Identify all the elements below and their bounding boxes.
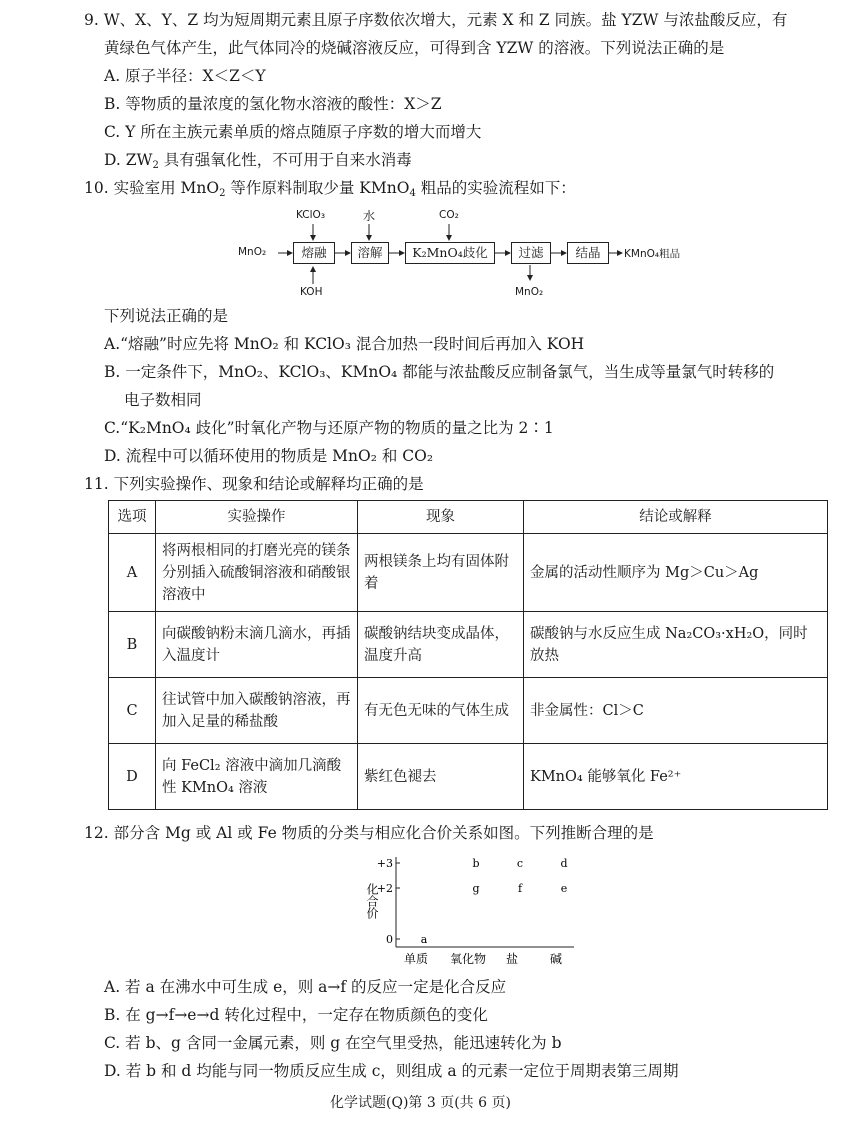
table-cell-operation: 向碳酸钠粉末滴几滴水，再插入温度计 [156,612,358,678]
q10-stem: 10. 实验室用 MnO$_2$ 等作原料制取少量 KMnO$_4$ 粗品的实验流程如下： [84,179,576,199]
table-cell-operation: 往试管中加入碳酸钠溶液，再加入足量的稀盐酸 [156,678,358,744]
flow-input-koh: KOH [300,286,323,298]
table-row [109,744,828,810]
q9-stem-line2: 黄绿色气体产生，此气体同冷的烧碱溶液反应，可得到含 YZW 的溶液。下列说法正确的是 [104,39,725,57]
q10-option-d: D. 流程中可以循环使用的物质是 MnO₂ 和 CO₂ [104,447,434,465]
q12-option-d: D. 若 b 和 d 均能与同一物质反应生成 c，则组成 a 的元素一定位于周期表第三周期 [104,1062,679,1080]
flow-start-label: MnO₂ [238,246,267,258]
y-axis-label: 化合价 [365,883,379,919]
table-header-conclusion: 结论或解释 [524,501,828,534]
chart-point-a: a [420,933,428,946]
y-tick-label: +3 [376,857,393,870]
y-tick-label: +2 [376,882,393,895]
chart-point-g: g [472,882,480,895]
flow-input-water: 水 [363,209,376,223]
q12-stem: 12. 部分含 Mg 或 Al 或 Fe 物质的分类与相应化合价关系如图。下列推断合理的是 [84,824,654,842]
table-cell-option: D [109,744,156,810]
table-row [109,612,828,678]
table-cell-option: C [109,678,156,744]
q12-option-a: A. 若 a 在沸水中可生成 e，则 a→f 的反应一定是化合反应 [104,978,507,996]
table-header-option: 选项 [109,501,156,534]
table-cell-conclusion: 非金属性：Cl＞C [524,678,828,744]
q10-option-c: C.“K₂MnO₄ 歧化”时氧化产物与还原产物的物质的量之比为 2∶1 [104,419,554,437]
q10-lead: 下列说法正确的是 [104,307,229,325]
x-category-label: 氧化物 [449,952,487,966]
q11-stem: 11. 下列实验操作、现象和结论或解释均正确的是 [84,475,424,493]
table-cell-conclusion: KMnO₄ 能够氧化 Fe²⁺ [524,744,828,810]
table-cell-operation: 向 FeCl₂ 溶液中滴加几滴酸性 KMnO₄ 溶液 [156,744,358,810]
q10-flowchart [238,206,708,302]
flow-box-melt: 熔融 [293,242,335,264]
table-cell-phenomenon: 紫红色褪去 [358,744,524,810]
table-header-row [109,501,828,534]
table-cell-option: A [109,534,156,612]
table-cell-conclusion: 碳酸钠与水反应生成 Na₂CO₃·xH₂O，同时放热 [524,612,828,678]
q12-option-c: C. 若 b、g 含同一金属元素，则 g 在空气里受热，能迅速转化为 b [104,1034,562,1052]
table-cell-option: B [109,612,156,678]
table-row [109,534,828,612]
chart-point-c: c [516,857,524,870]
x-category-label: 单质 [403,952,429,966]
q9-stem-line1: 9. W、X、Y、Z 均为短周期元素且原子序数依次增大，元素 X 和 Z 同族。盐 YZW 与浓盐酸反应，有 [84,11,788,29]
x-category-label: 碱 [549,952,563,966]
flow-box-crystallize: 结晶 [567,242,609,264]
flow-input-co2: CO₂ [439,209,459,221]
table-cell-phenomenon: 两根镁条上均有固体附着 [358,534,524,612]
y-tick-label: 0 [386,933,393,946]
page-footer: 化学试题(Q)第 3 页(共 6 页) [330,1095,511,1111]
chart-point-f: f [517,882,523,895]
chart-point-e: e [560,882,568,895]
table-cell-operation: 将两根相同的打磨光亮的镁条分别插入硫酸铜溶液和硝酸银溶液中 [156,534,358,612]
table-header-phenomenon: 现象 [358,501,524,534]
q9-option-a: A. 原子半径：X＜Z＜Y [104,67,266,85]
table-cell-phenomenon: 有无色无味的气体生成 [358,678,524,744]
q10-option-b-line1: B. 一定条件下，MnO₂、KClO₃、KMnO₄ 都能与浓盐酸反应制备氯气，当生成等量氯气时转移的 [104,363,775,381]
flow-box-disproportionation: K₂MnO₄歧化 [405,242,495,264]
q9-option-b: B. 等物质的量浓度的氢化物水溶液的酸性：X＞Z [104,95,442,113]
q11-table [108,500,828,810]
chart-point-b: b [472,857,480,870]
q12-valence-chart [360,855,580,970]
table-cell-phenomenon: 碳酸钠结块变成晶体，温度升高 [358,612,524,678]
table-header-operation: 实验操作 [156,501,358,534]
q12-option-b: B. 在 g→f→e→d 转化过程中，一定存在物质颜色的变化 [104,1006,488,1024]
q9-option-c: C. Y 所在主族元素单质的熔点随原子序数的增大而增大 [104,123,482,141]
q10-option-b-line2: 电子数相同 [124,391,202,409]
flow-box-dissolve: 溶解 [351,242,389,264]
flow-end-label: KMnO₄粗品 [624,248,681,260]
table-row [109,678,828,744]
q10-option-a: A.“熔融”时应先将 MnO₂ 和 KClO₃ 混合加热一段时间后再加入 KOH [104,335,585,353]
x-category-label: 盐 [505,952,519,966]
table-cell-conclusion: 金属的活动性顺序为 Mg＞Cu＞Ag [524,534,828,612]
flow-output-mno2: MnO₂ [515,286,544,298]
flow-input-kclo3: KClO₃ [296,209,326,221]
flow-box-filter: 过滤 [511,242,551,264]
q9-option-d: D. $ZW_2$ 具有强氧化性，不可用于自来水消毒 [104,151,412,171]
chart-point-d: d [560,857,568,870]
